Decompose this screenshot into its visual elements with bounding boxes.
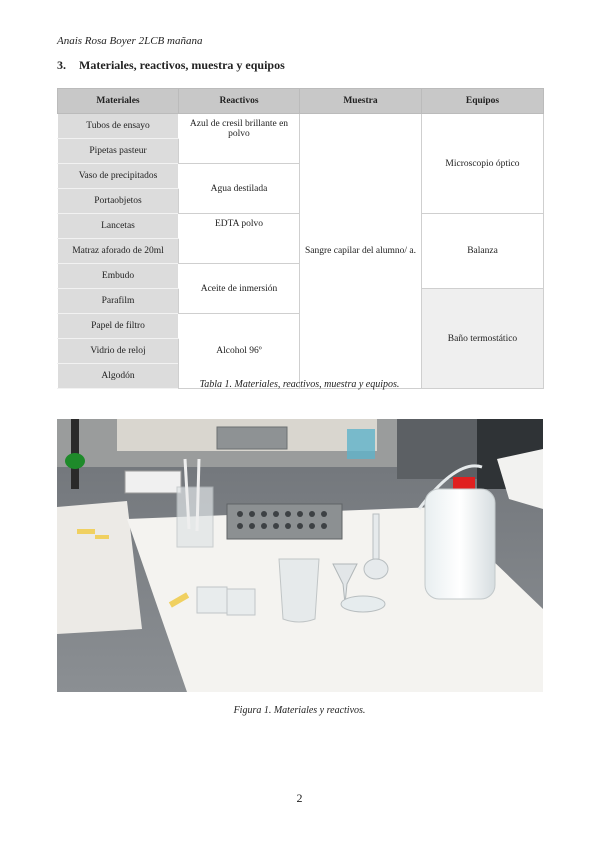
author-header: Anais Rosa Boyer 2LCB mañana xyxy=(57,35,203,47)
col-header-reactivos: Reactivos xyxy=(179,89,300,114)
equipo-cell: Balanza xyxy=(422,214,544,289)
material-cell: Algodón xyxy=(58,364,179,389)
section-heading xyxy=(57,58,285,73)
col-header-muestra: Muestra xyxy=(300,89,422,114)
page-number: 2 xyxy=(296,791,303,805)
material-cell: Pipetas pasteur xyxy=(58,139,179,164)
table-header-row xyxy=(58,89,544,114)
material-cell: Lancetas xyxy=(58,214,179,239)
col-header-materiales: Materiales xyxy=(58,89,179,114)
materials-table xyxy=(57,88,544,389)
reactivo-cell: Azul de cresil brillante en polvo xyxy=(179,114,300,164)
material-cell: Embudo xyxy=(58,264,179,289)
equipo-cell: Microscopio óptico xyxy=(422,114,544,214)
material-cell: Portaobjetos xyxy=(58,189,179,214)
figure-caption: Figura 1. Materiales y reactivos. xyxy=(233,705,366,716)
table-caption: Tabla 1. Materiales, reactivos, muestra y equipos. xyxy=(199,379,400,390)
lab-materials-photo xyxy=(57,419,543,692)
reactivo-cell: Aceite de inmersión xyxy=(179,264,300,314)
material-cell: Parafilm xyxy=(58,289,179,314)
section-number: 3. xyxy=(57,58,66,72)
muestra-cell: Sangre capilar del alumno/ a. xyxy=(300,114,422,389)
material-cell: Vaso de precipitados xyxy=(58,164,179,189)
material-cell: Tubos de ensayo xyxy=(58,114,179,139)
material-cell: Papel de filtro xyxy=(58,314,179,339)
reactivo-cell: EDTA polvo xyxy=(179,214,300,264)
equipo-cell: Baño termostático xyxy=(422,289,544,389)
section-title: Materiales, reactivos, muestra y equipos xyxy=(79,58,285,72)
col-header-equipos: Equipos xyxy=(422,89,544,114)
reactivo-cell: Alcohol 96º xyxy=(179,314,300,389)
material-cell: Matraz aforado de 20ml xyxy=(58,239,179,264)
material-cell: Vidrio de reloj xyxy=(58,339,179,364)
reactivo-cell: Agua destilada xyxy=(179,164,300,214)
table-row xyxy=(58,114,544,139)
